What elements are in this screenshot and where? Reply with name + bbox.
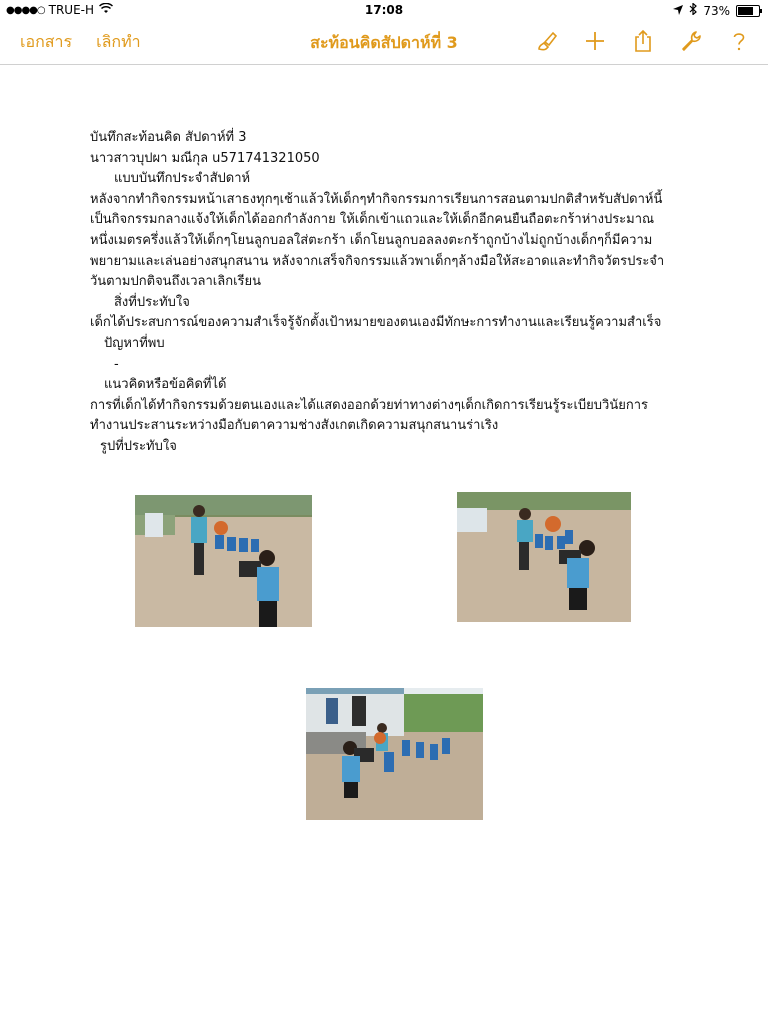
toolbar bbox=[0, 20, 768, 65]
doc-paragraph-line: พยายามและเล่นอย่างสนุกสนาน หลังจากเสร็จกิจกรรมแล้วพาเด็กๆล้างมือให้สะอาดและทำกิจวัตรประจำ bbox=[90, 253, 665, 269]
carrier-name: TRUE-H bbox=[48, 3, 95, 17]
status-bar bbox=[0, 0, 768, 20]
doc-section-impressed: สิ่งที่ประทับใจ bbox=[114, 294, 190, 310]
doc-author: นาวสาวบุปผา มณีกุล u571741321050 bbox=[90, 150, 320, 166]
share-icon[interactable] bbox=[630, 28, 656, 54]
paintbrush-icon[interactable] bbox=[534, 28, 560, 54]
signal-icon: ●●●●○ bbox=[6, 4, 45, 16]
doc-section-weekly: แบบบันทึกประจำสัปดาห์ bbox=[114, 171, 251, 187]
doc-section-photos: รูปที่ประทับใจ bbox=[100, 438, 177, 454]
wrench-icon[interactable] bbox=[678, 28, 704, 54]
activity-photo-2[interactable] bbox=[457, 492, 631, 622]
clock: 17:08 bbox=[364, 3, 404, 17]
bluetooth-icon bbox=[689, 3, 697, 18]
doc-paragraph-line: ทำงานประสานระหว่างมือกับตาความช่างสังเกตเกิดความสนุกสนานร่าเริง bbox=[90, 418, 499, 434]
doc-heading: บันทึกสะท้อนคิด สัปดาห์ที่ 3 bbox=[90, 130, 247, 145]
doc-paragraph-line: การที่เด็กได้ทำกิจกรรมด้วยตนเองและได้แสดงออกด้วยท่าทางต่างๆเด็กเกิดการเรียนรู้ระเบียบวินัยการ bbox=[90, 397, 648, 413]
doc-section-problems: ปัญหาที่พบ bbox=[104, 335, 165, 351]
document-body[interactable] bbox=[90, 128, 680, 458]
document-title: สะท้อนคิดสัปดาห์ที่ 3 bbox=[310, 33, 458, 52]
status-right bbox=[673, 3, 760, 18]
undo-button[interactable]: เลิกทำ bbox=[96, 32, 141, 51]
doc-paragraph-line: วันตามปกติจนถึงเวลาเลิกเรียน bbox=[90, 274, 262, 290]
battery-percent: 73% bbox=[703, 3, 730, 18]
doc-paragraph-line: หลังจากทำกิจกรรมหน้าเสาธงทุกๆเช้าแล้วให้เด็กๆทำกิจกรรมการเรียนการสอนตามปกติสำหรับสัปดาห์นี้ bbox=[90, 191, 663, 207]
battery-fill bbox=[738, 7, 753, 15]
activity-photo-3[interactable] bbox=[306, 688, 483, 820]
plus-icon[interactable] bbox=[582, 28, 608, 54]
doc-paragraph-line: เด็กได้ประสบการณ์ของความสำเร็จรู้จักตั้งเป้าหมายของตนเองมีทักษะการทำงานและเรียนรู้ความสำเร็จ bbox=[90, 315, 662, 331]
battery-icon bbox=[736, 5, 760, 17]
doc-section-ideas: แนวคิดหรือข้อคิดที่ได้ bbox=[104, 377, 227, 393]
location-icon bbox=[673, 4, 683, 18]
doc-paragraph-line: เป็นกิจกรรมกลางแจ้งให้เด็กได้ออกกำลังกาย ให้เด็กเข้าแถวและให้เด็กอีกคนยืนถือตะกร้าห่างประมาณ bbox=[90, 212, 655, 228]
help-icon[interactable] bbox=[726, 28, 752, 54]
doc-paragraph-line: หนึ่งเมตรครึ่งแล้วให้เด็กๆโยนลูกบอลใส่ตะกร้า เด็กโยนลูกบอลลงตะกร้าถูกบ้างไม่ถูกบ้างเด็กๆก็มีความ bbox=[90, 232, 653, 248]
activity-photo-1[interactable] bbox=[135, 495, 312, 627]
documents-button[interactable]: เอกสาร bbox=[20, 32, 73, 51]
doc-problems-value: - bbox=[114, 356, 119, 372]
